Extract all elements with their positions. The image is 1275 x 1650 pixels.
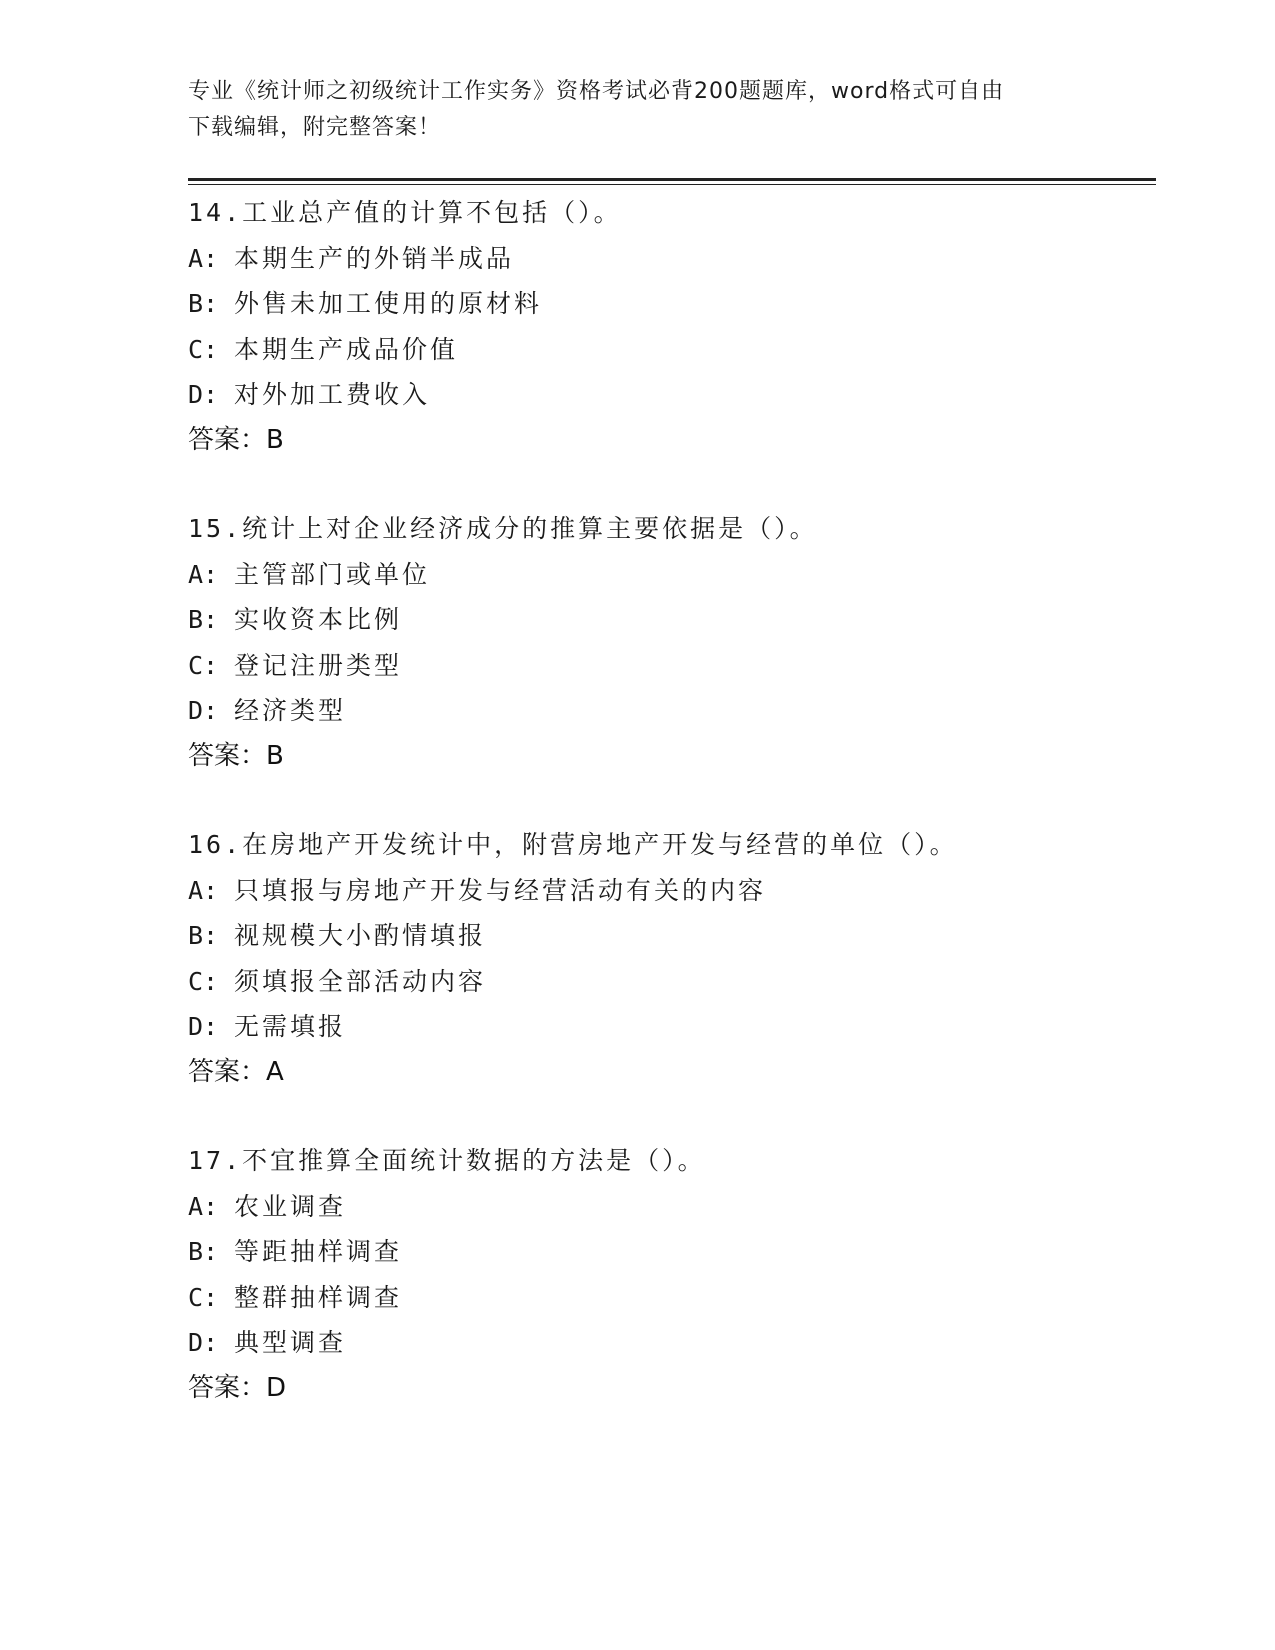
option-letter: D: <box>188 1328 219 1357</box>
option-text: 经济类型 <box>234 696 347 725</box>
option-text: 无需填报 <box>234 1012 347 1041</box>
option-text: 登记注册类型 <box>234 650 403 680</box>
option-text: 农业调查 <box>234 1191 347 1221</box>
option-letter: A: <box>188 875 219 905</box>
question-text: 在房地产开发统计中，附营房地产开发与经营的单位（）。 <box>242 830 958 859</box>
answer-key: 答案：B <box>188 424 284 455</box>
option-text: 对外加工费收入 <box>234 380 431 409</box>
option-text: 须填报全部活动内容 <box>234 966 487 996</box>
question-block <box>188 506 1156 779</box>
answer-option <box>188 868 1156 914</box>
option-text: 本期生产成品价值 <box>234 334 459 364</box>
answer-option <box>188 327 1156 373</box>
option-letter: C: <box>188 1282 219 1312</box>
question-stem <box>188 1138 1156 1184</box>
option-text: 典型调查 <box>234 1328 347 1357</box>
question-number: 16. <box>188 830 243 859</box>
answer-option <box>188 643 1156 689</box>
question-block <box>188 190 1156 463</box>
header-line-1: 专业《统计师之初级统计工作实务》资格考试必背200题题库，word格式可自由 <box>188 79 1005 104</box>
option-letter: A: <box>188 243 219 273</box>
answer-option <box>188 959 1156 1005</box>
answer-option <box>188 236 1156 282</box>
answer-option <box>188 688 1156 734</box>
answer-option <box>188 281 1156 327</box>
header-divider-thin <box>188 184 1156 185</box>
answer-key: 答案：D <box>188 1372 287 1403</box>
question-stem <box>188 506 1156 552</box>
answer-option <box>188 1184 1156 1230</box>
option-letter: C: <box>188 334 219 364</box>
option-letter: C: <box>188 966 219 996</box>
option-letter: A: <box>188 1191 219 1221</box>
option-letter: B: <box>188 289 219 318</box>
answer-option <box>188 552 1156 598</box>
question-text: 统计上对企业经济成分的推算主要依据是（）。 <box>242 514 818 543</box>
option-text: 视规模大小酌情填报 <box>234 921 487 950</box>
option-text: 整群抽样调查 <box>234 1282 403 1312</box>
option-letter: A: <box>188 559 219 589</box>
question-stem <box>188 190 1156 236</box>
answer-option <box>188 1275 1156 1321</box>
option-text: 主管部门或单位 <box>234 559 431 589</box>
option-letter: D: <box>188 696 219 725</box>
question-block <box>188 822 1156 1095</box>
question-block <box>188 1138 1156 1411</box>
answer-option <box>188 1229 1156 1275</box>
question-number: 15. <box>188 514 243 543</box>
question-list <box>188 190 1156 1454</box>
header-divider-thick <box>188 178 1156 181</box>
option-letter: B: <box>188 921 219 950</box>
header-line-2: 下载编辑，附完整答案！ <box>188 115 442 140</box>
option-letter: D: <box>188 380 219 409</box>
answer-key: 答案：A <box>188 1056 284 1087</box>
option-letter: B: <box>188 1237 219 1266</box>
answer-option <box>188 1320 1156 1366</box>
question-stem <box>188 822 1156 868</box>
option-text: 等距抽样调查 <box>234 1237 403 1266</box>
question-text: 不宜推算全面统计数据的方法是（）。 <box>242 1146 706 1175</box>
option-letter: D: <box>188 1012 219 1041</box>
option-text: 本期生产的外销半成品 <box>234 243 515 273</box>
option-text: 外售未加工使用的原材料 <box>234 289 543 318</box>
option-text: 实收资本比例 <box>234 605 403 634</box>
answer-option <box>188 913 1156 959</box>
answer-option <box>188 1004 1156 1050</box>
option-letter: C: <box>188 650 219 680</box>
answer-option <box>188 372 1156 418</box>
document-header <box>188 74 1088 146</box>
question-number: 17. <box>188 1146 243 1175</box>
answer-option <box>188 597 1156 643</box>
answer-key: 答案：B <box>188 740 284 771</box>
option-text: 只填报与房地产开发与经营活动有关的内容 <box>234 875 767 905</box>
question-number: 14. <box>188 198 243 227</box>
option-letter: B: <box>188 605 219 634</box>
question-text: 工业总产值的计算不包括（）。 <box>242 198 622 227</box>
